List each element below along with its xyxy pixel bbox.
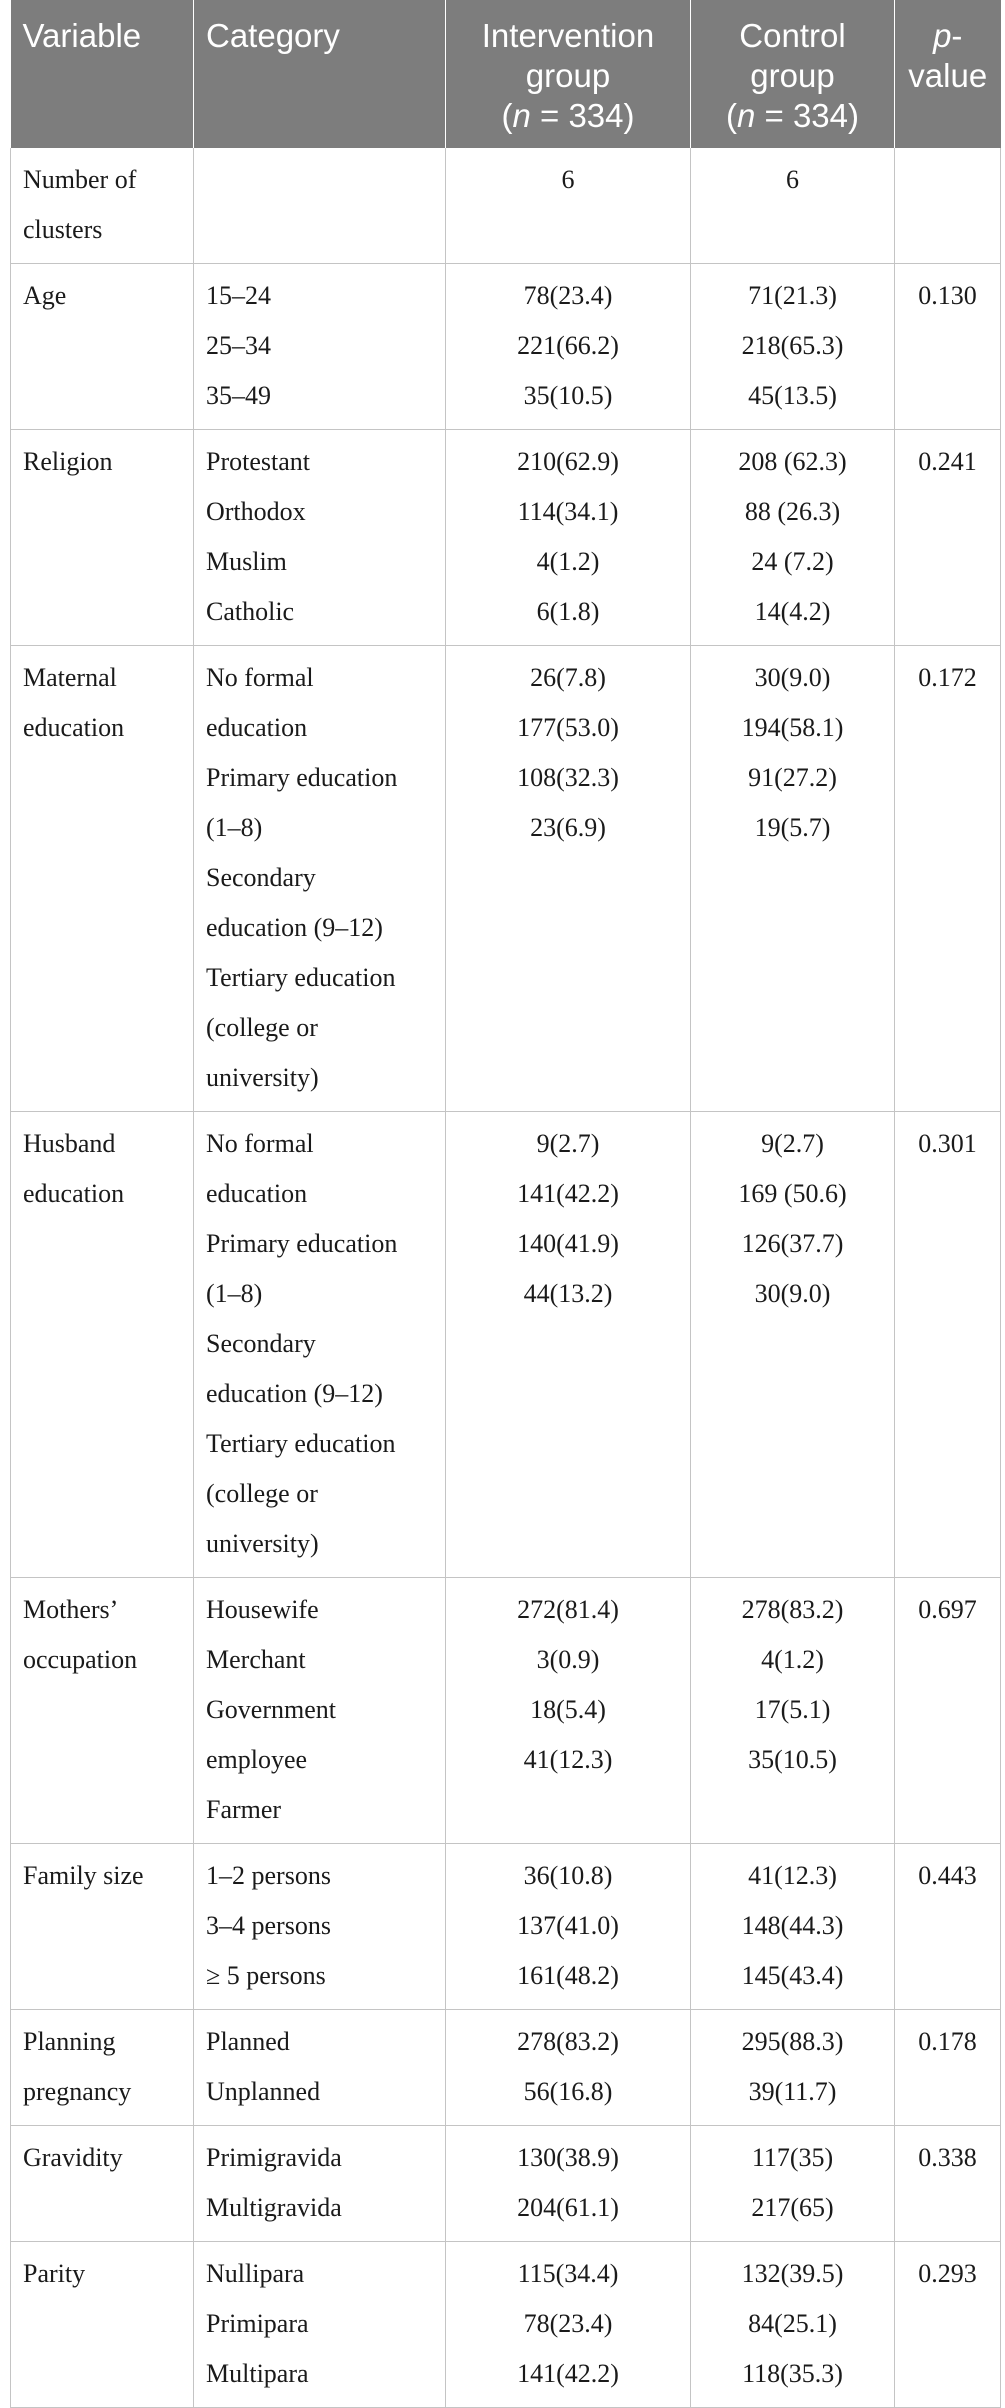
- cell-category-line: Primigravida: [206, 2143, 342, 2172]
- cell-intervention-line: 221(66.2): [517, 331, 619, 360]
- cell-p-value-text: 0.301: [918, 1129, 977, 1158]
- cell-category-line: 1–2 persons: [206, 1861, 331, 1890]
- cell-category-line: Planned: [206, 2027, 290, 2056]
- header-intervention-line2: group: [525, 57, 611, 94]
- cell-category-line: Housewife: [206, 1595, 319, 1624]
- cell-category-line: Primipara: [206, 2309, 309, 2338]
- header-control-n: (n = 334): [725, 97, 860, 134]
- header-variable: Variable: [11, 0, 194, 148]
- cell-variable-line: pregnancy: [23, 2077, 132, 2106]
- cell-category-line: Muslim: [206, 547, 287, 576]
- cell-category-line: Tertiary education: [206, 1429, 396, 1458]
- cell-category-line: Government: [206, 1695, 336, 1724]
- cell-variable-line: Parity: [23, 2259, 86, 2288]
- cell-intervention-line: 115(34.4): [517, 2259, 619, 2288]
- header-control-line2: group: [750, 57, 835, 94]
- cell-control: [691, 430, 895, 646]
- cell-control-line: 117(35): [751, 2143, 834, 2172]
- cell-variable: [11, 430, 194, 646]
- cell-variable-line: Age: [23, 281, 67, 310]
- cell-category: [194, 1844, 446, 2010]
- cell-p-value: [895, 148, 1001, 264]
- table-row: [11, 1578, 1001, 1844]
- cell-control-line: 24 (7.2): [751, 547, 834, 576]
- cell-category-line: Tertiary education: [206, 963, 396, 992]
- cell-p-value: [895, 2242, 1001, 2408]
- cell-category-line: 25–34: [206, 331, 271, 360]
- cell-control: [691, 2126, 895, 2242]
- cell-intervention-line: 9(2.7): [536, 1129, 600, 1158]
- cell-variable: [11, 1844, 194, 2010]
- cell-control-line: 218(65.3): [741, 331, 844, 360]
- cell-control-line: 19(5.7): [754, 813, 831, 842]
- cell-category-line: ≥ 5 persons: [206, 1961, 326, 1990]
- cell-variable: [11, 148, 194, 264]
- cell-variable-line: Planning: [23, 2027, 116, 2056]
- cell-category-line: 35–49: [206, 381, 271, 410]
- cell-intervention-line: 35(10.5): [523, 381, 613, 410]
- header-intervention-n: (n = 334): [501, 97, 635, 134]
- cell-category: [194, 2242, 446, 2408]
- table-row: [11, 1844, 1001, 2010]
- cell-intervention: [446, 430, 691, 646]
- cell-control-line: 4(1.2): [761, 1645, 824, 1674]
- header-intervention-n-italic: n: [512, 97, 531, 134]
- cell-category-line: Secondary: [206, 863, 316, 892]
- cell-intervention: [446, 148, 691, 264]
- cell-category-line: (1–8): [206, 813, 263, 842]
- cell-control-line: 71(21.3): [748, 281, 837, 310]
- cell-control-line: 6: [786, 165, 799, 194]
- cell-variable-line: Gravidity: [23, 2143, 123, 2172]
- cell-category-line: Nullipara: [206, 2259, 305, 2288]
- cell-category-line: (1–8): [206, 1279, 263, 1308]
- cell-control-line: 17(5.1): [754, 1695, 831, 1724]
- cell-intervention-line: 210(62.9): [517, 447, 619, 476]
- cell-intervention-line: 141(42.2): [517, 1179, 619, 1208]
- cell-p-value: [895, 2126, 1001, 2242]
- cell-intervention: [446, 2126, 691, 2242]
- cell-category-line: education: [206, 1179, 308, 1208]
- cell-category-line: Catholic: [206, 597, 295, 626]
- cell-category-line: Unplanned: [206, 2077, 321, 2106]
- cell-intervention-line: 18(5.4): [530, 1695, 606, 1724]
- cell-category-line: education (9–12): [206, 913, 383, 942]
- header-intervention-group: [446, 0, 691, 148]
- cell-intervention-line: 4(1.2): [536, 547, 600, 576]
- cell-variable: [11, 1112, 194, 1578]
- header-category: Category: [194, 0, 446, 148]
- cell-intervention-line: 177(53.0): [517, 713, 619, 742]
- cell-category: [194, 2010, 446, 2126]
- cell-category: [194, 264, 446, 430]
- cell-control: [691, 264, 895, 430]
- cell-intervention-line: 36(10.8): [523, 1861, 613, 1890]
- cell-intervention-line: 137(41.0): [517, 1911, 619, 1940]
- header-p-line1: [907, 16, 989, 56]
- cell-category-line: 3–4 persons: [206, 1911, 331, 1940]
- cell-category-line: Primary education: [206, 1229, 398, 1258]
- cell-category-line: education (9–12): [206, 1379, 383, 1408]
- table-row: [11, 646, 1001, 1112]
- cell-category-line: Farmer: [206, 1795, 282, 1824]
- table-body: [11, 148, 1001, 2408]
- header-intervention-n-rest: = 334): [530, 97, 635, 134]
- cell-p-value: [895, 2010, 1001, 2126]
- cell-intervention-line: 130(38.9): [517, 2143, 619, 2172]
- cell-variable-line: Maternal: [23, 663, 117, 692]
- cell-control: [691, 646, 895, 1112]
- cell-p-value: [895, 1112, 1001, 1578]
- cell-control-line: 14(4.2): [754, 597, 831, 626]
- header-p-dash: -: [951, 17, 963, 54]
- cell-intervention: [446, 2242, 691, 2408]
- cell-intervention-line: 3(0.9): [536, 1645, 600, 1674]
- cell-category-line: 15–24: [206, 281, 271, 310]
- cell-intervention: [446, 1578, 691, 1844]
- cell-intervention-line: 44(13.2): [523, 1279, 613, 1308]
- table-row: [11, 1112, 1001, 1578]
- cell-control-line: 91(27.2): [748, 763, 837, 792]
- cell-variable-line: Family size: [23, 1861, 144, 1890]
- cell-category-line: Multigravida: [206, 2193, 342, 2222]
- table-row: [11, 2126, 1001, 2242]
- cell-intervention-line: 78(23.4): [523, 2309, 613, 2338]
- cell-control-line: 84(25.1): [748, 2309, 837, 2338]
- cell-intervention: [446, 1844, 691, 2010]
- cell-p-value: [895, 264, 1001, 430]
- cell-category: [194, 148, 446, 264]
- cell-intervention-line: 6(1.8): [536, 597, 600, 626]
- header-control-n-italic: n: [736, 97, 756, 134]
- cell-intervention-line: 26(7.8): [530, 663, 606, 692]
- header-intervention-line1: Intervention: [481, 17, 655, 54]
- cell-control: [691, 1578, 895, 1844]
- cell-category-line: No formal: [206, 1129, 314, 1158]
- cell-variable-line: education: [23, 1179, 125, 1208]
- cell-intervention-line: 278(83.2): [517, 2027, 619, 2056]
- cell-category: [194, 430, 446, 646]
- cell-variable: [11, 2010, 194, 2126]
- header-control-line1: Control: [739, 17, 846, 54]
- cell-intervention-line: 108(32.3): [517, 763, 619, 792]
- cell-variable: [11, 2126, 194, 2242]
- cell-category-line: Secondary: [206, 1329, 316, 1358]
- cell-control-line: 295(88.3): [741, 2027, 844, 2056]
- cell-category-line: Protestant: [206, 447, 310, 476]
- cell-p-value: [895, 430, 1001, 646]
- cell-category-line: Multipara: [206, 2359, 309, 2388]
- cell-category-line: Orthodox: [206, 497, 306, 526]
- cell-category-line: No formal: [206, 663, 314, 692]
- cell-control-line: 278(83.2): [741, 1595, 844, 1624]
- cell-category-line: university): [206, 1529, 319, 1558]
- cell-p-value-text: 0.241: [918, 447, 977, 476]
- cell-intervention-line: 141(42.2): [517, 2359, 619, 2388]
- cell-category-line: Primary education: [206, 763, 398, 792]
- table-container: [10, 0, 1000, 2408]
- cell-control-line: 88 (26.3): [744, 497, 841, 526]
- baseline-characteristics-table: [10, 0, 1001, 2408]
- cell-p-value-text: 0.443: [918, 1861, 977, 1890]
- table-row: [11, 264, 1001, 430]
- header-control-n-rest: = 334): [755, 97, 860, 134]
- cell-p-value-text: 0.293: [918, 2259, 977, 2288]
- cell-intervention-line: 56(16.8): [523, 2077, 613, 2106]
- cell-intervention-line: 204(61.1): [517, 2193, 619, 2222]
- cell-p-value-text: 0.172: [918, 663, 977, 692]
- cell-category-line: (college or: [206, 1013, 318, 1042]
- cell-category-line: education: [206, 713, 308, 742]
- cell-intervention: [446, 2010, 691, 2126]
- cell-p-value: [895, 646, 1001, 1112]
- header-p-italic: p: [933, 17, 952, 54]
- cell-intervention-line: 272(81.4): [517, 1595, 619, 1624]
- cell-control-line: 45(13.5): [748, 381, 837, 410]
- cell-variable-line: clusters: [23, 215, 103, 244]
- cell-p-value-text: 0.697: [918, 1595, 977, 1624]
- cell-control-line: 126(37.7): [741, 1229, 844, 1258]
- cell-category-line: university): [206, 1063, 319, 1092]
- table-row: [11, 2010, 1001, 2126]
- cell-category: [194, 1112, 446, 1578]
- cell-control-line: 208 (62.3): [738, 447, 847, 476]
- cell-control-line: 35(10.5): [748, 1745, 837, 1774]
- cell-control-line: 194(58.1): [741, 713, 844, 742]
- table-header-row: [11, 0, 1001, 148]
- cell-category-line: Merchant: [206, 1645, 306, 1674]
- header-p-line2: value: [908, 57, 988, 94]
- cell-control: [691, 1112, 895, 1578]
- cell-intervention-line: 114(34.1): [517, 497, 619, 526]
- cell-p-value-text: 0.178: [918, 2027, 977, 2056]
- table-row: [11, 148, 1001, 264]
- cell-control-line: 39(11.7): [748, 2077, 837, 2106]
- cell-p-value-text: 0.130: [918, 281, 977, 310]
- cell-category: [194, 2126, 446, 2242]
- cell-intervention-line: 78(23.4): [523, 281, 613, 310]
- cell-category-line: (college or: [206, 1479, 318, 1508]
- header-control-group: [691, 0, 895, 148]
- cell-variable-line: Religion: [23, 447, 113, 476]
- cell-p-value: [895, 1844, 1001, 2010]
- cell-intervention-line: 41(12.3): [523, 1745, 613, 1774]
- cell-control-line: 145(43.4): [741, 1961, 844, 1990]
- cell-control: [691, 2010, 895, 2126]
- cell-control-line: 9(2.7): [761, 1129, 824, 1158]
- cell-control-line: 118(35.3): [742, 2359, 843, 2388]
- cell-control-line: 30(9.0): [754, 663, 831, 692]
- cell-intervention-line: 140(41.9): [517, 1229, 619, 1258]
- cell-intervention: [446, 264, 691, 430]
- cell-intervention-line: 161(48.2): [517, 1961, 619, 1990]
- cell-control-line: 217(65): [751, 2193, 834, 2222]
- cell-variable: [11, 1578, 194, 1844]
- cell-control-line: 30(9.0): [754, 1279, 831, 1308]
- cell-variable-line: occupation: [23, 1645, 138, 1674]
- table-row: [11, 2242, 1001, 2408]
- cell-p-value-text: 0.338: [918, 2143, 977, 2172]
- cell-intervention: [446, 1112, 691, 1578]
- cell-intervention-line: 6: [561, 165, 575, 194]
- cell-intervention-line: 23(6.9): [530, 813, 606, 842]
- cell-control-line: 41(12.3): [748, 1861, 837, 1890]
- cell-control: [691, 148, 895, 264]
- cell-variable: [11, 264, 194, 430]
- header-p-value: [895, 0, 1001, 148]
- cell-p-value: [895, 1578, 1001, 1844]
- cell-control-line: 148(44.3): [741, 1911, 844, 1940]
- cell-control-line: 132(39.5): [741, 2259, 844, 2288]
- cell-control: [691, 2242, 895, 2408]
- cell-intervention: [446, 646, 691, 1112]
- cell-category-line: employee: [206, 1745, 308, 1774]
- cell-variable-line: Mothers’: [23, 1595, 119, 1624]
- cell-category: [194, 646, 446, 1112]
- cell-variable-line: Number of: [23, 165, 137, 194]
- cell-control: [691, 1844, 895, 2010]
- cell-variable-line: Husband: [23, 1129, 116, 1158]
- cell-variable-line: education: [23, 713, 125, 742]
- cell-category: [194, 1578, 446, 1844]
- cell-control-line: 169 (50.6): [738, 1179, 847, 1208]
- table-row: [11, 430, 1001, 646]
- cell-variable: [11, 646, 194, 1112]
- cell-variable: [11, 2242, 194, 2408]
